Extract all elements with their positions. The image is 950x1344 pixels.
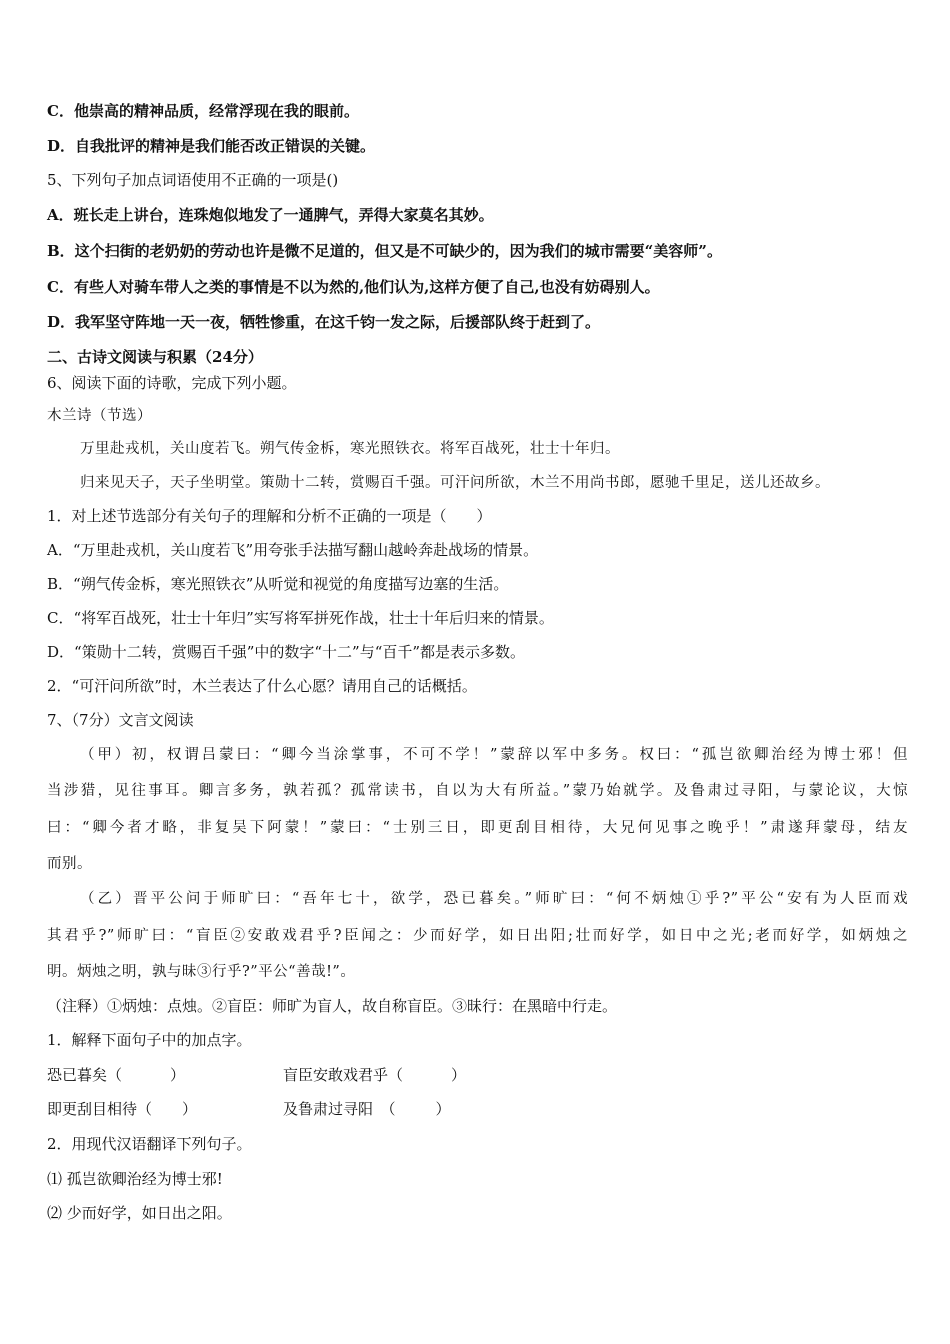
word-prompt-group [283,1099,451,1119]
annotation-note: （注释）①炳烛：点烛。②盲臣：师旷为盲人，故自称盲臣。③昧行：在黑暗中行走。 [47,997,618,1015]
poem-title: 木兰诗（节选） [47,408,152,424]
q4-option-c: C．他崇高的精神品质，经常浮现在我的眼前。 [47,102,359,120]
translate-sentence-2: ⑵ 少而好学，如日出之阳。 [47,1204,232,1222]
word-prompt-close: ） [451,1066,467,1084]
q7-sub1-stem: 1．解释下面句子中的加点字。 [47,1031,252,1049]
q4-option-d: D．自我批评的精神是我们能否改正错误的关键。 [47,137,376,155]
q7-sub2-stem: 2．用现代汉语翻译下列句子。 [47,1135,252,1153]
translate-sentence-1: ⑴ 孤岂欲卿治经为博士邪! [47,1170,223,1188]
word-prompt: 盲臣安敢戏君乎（ [283,1066,404,1084]
word-prompt-close: ） [435,1100,451,1118]
q6-stem: 6、阅读下面的诗歌，完成下列小题。 [47,374,297,392]
q6-sub1-option-a: A．“万里赴戎机，关山度若飞”用夸张手法描写翻山越岭奔赴战场的情景。 [47,541,539,559]
word-prompt: 即更刮目相待（ [47,1100,153,1118]
q5-option-a: A．班长走上讲台，连珠炮似地发了一通脾气，弄得大家莫名其妙。 [47,206,494,224]
q5-option-d: D．我军坚守阵地一天一夜，牺牲惨重，在这千钧一发之际，后援部队终于赶到了。 [47,313,601,331]
q6-sub1-option-c: C．“将军百战死，壮士十年归”实写将军拼死作战，壮士十年后归来的情景。 [47,609,554,627]
q6-sub1-option-b: B．“朔气传金柝，寒光照铁衣”从听觉和视觉的角度描写边塞的生活。 [47,575,509,593]
q6-sub1-option-d: D．“策勋十二转，赏赐百千强”中的数字“十二”与“百千”都是表示多数。 [47,643,526,661]
q7-stem: 7、（7分）文言文阅读 [47,711,194,729]
word-prompt: 及鲁肃过寻阳 （ [283,1100,396,1118]
passage-yi-line: （乙）晋平公问于师旷曰：“吾年七十，欲学，恐已暮矣。”师旷曰：“何不炳烛①乎?”平公“安有为人臣而戏 [80,891,908,907]
word-prompt-group [283,1065,466,1085]
section-2-heading: 二、古诗文阅读与积累（24分） [47,348,263,366]
passage-jia-line: 曰：“卿今者才略，非复吴下阿蒙！”蒙曰：“士别三日，即更刮目相待，大兄何见事之晚乎！”肃遂拜蒙母，结友 [47,820,908,836]
poem-line-2: 归来见天子，天子坐明堂。策勋十二转，赏赐百千强。可汗问所欲，木兰不用尚书郎，愿驰千里足，送儿还故乡。 [80,475,830,491]
word-prompt-close: ） [170,1066,186,1084]
q6-sub2: 2．“可汗问所欲”时，木兰表达了什么心愿？请用自己的话概括。 [47,677,477,695]
q5-option-c: C．有些人对骑车带人之类的事情是不以为然的,他们认为,这样方便了自己,也没有妨碍别人。 [47,278,660,296]
word-prompt-close: ） [182,1100,198,1118]
passage-jia-line: （甲）初，权谓吕蒙曰：“卿今当涂掌事，不可不学！”蒙辞以军中多务。权曰：“孤岂欲卿治经为博士邪！但 [80,747,908,763]
passage-jia-line: 当涉猎，见往事耳。卿言多务，孰若孤？孤常读书，自以为大有所益。”蒙乃始就学。及鲁肃过寻阳，与蒙论议，大惊 [47,783,908,799]
passage-yi-line: 明。炳烛之明，孰与昧③行乎?”平公“善哉!”。 [47,964,356,980]
word-row-1 [47,1065,910,1085]
q6-sub1-stem: 1．对上述节选部分有关句子的理解和分析不正确的一项是（ ） [47,507,492,525]
poem-line-1: 万里赴戎机，关山度若飞。朔气传金柝，寒光照铁衣。将军百战死，壮士十年归。 [80,441,620,457]
passage-jia-line: 而别。 [47,856,92,872]
word-row-2 [47,1099,910,1119]
q5-stem: 5、下列句子加点词语使用不正确的一项是() [47,171,339,189]
q5-option-b: B．这个扫街的老奶奶的劳动也许是微不足道的，但又是不可缺少的，因为我们的城市需要“美容师”。 [47,242,722,260]
word-prompt: 恐已暮矣（ [47,1066,123,1084]
passage-yi-line: 其君乎?”师旷曰：“盲臣②安敢戏君乎?臣闻之：少而好学，如日出阳;壮而好学，如日中之光;老而好学，如炳烛之 [47,928,908,944]
